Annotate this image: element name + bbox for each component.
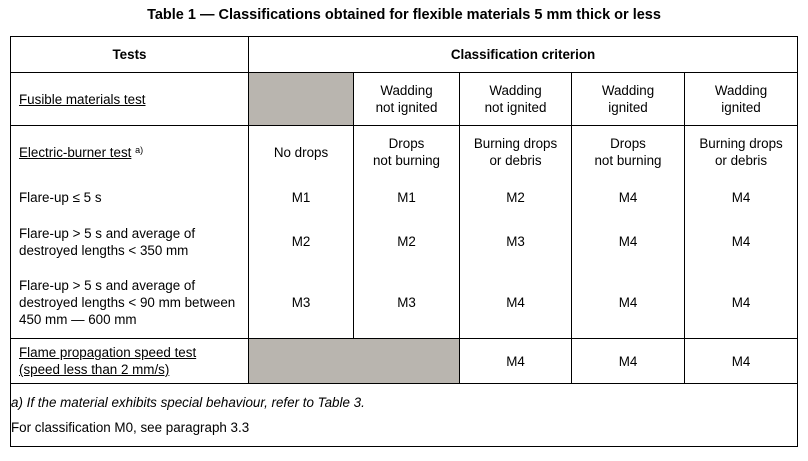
shaded-cell: [249, 339, 460, 384]
class-cell: M2: [460, 179, 572, 217]
class-cell: M4: [460, 339, 572, 384]
class-cell: M4: [572, 179, 685, 217]
fusible-cell: Wadding not ignited: [460, 73, 572, 126]
row-label: Flare-up > 5 s and average of destroyed lengths < 90 mm between 450 mm — 600 mm: [11, 267, 249, 339]
class-cell: M2: [249, 217, 354, 267]
class-cell: M2: [354, 217, 460, 267]
class-cell: M3: [460, 217, 572, 267]
footnote-a: a) If the material exhibits special behaviour, refer to Table 3.: [11, 395, 365, 410]
class-cell: M4: [572, 339, 685, 384]
class-cell: M4: [460, 267, 572, 339]
classification-table: [10, 36, 798, 447]
class-cell: M4: [685, 179, 798, 217]
electric-row: [11, 126, 798, 179]
flame-label: Flame propagation speed test (speed less than 2 mm/s): [11, 339, 249, 384]
fusible-row: [11, 73, 798, 126]
class-cell: M4: [685, 267, 798, 339]
shaded-cell: [249, 73, 354, 126]
fusible-cell: Wadding ignited: [685, 73, 798, 126]
class-cell: M4: [572, 217, 685, 267]
electric-cell: No drops: [249, 126, 354, 179]
fusible-cell: Wadding not ignited: [354, 73, 460, 126]
fusible-cell: Wadding ignited: [572, 73, 685, 126]
flame-row: [11, 339, 798, 384]
footnotes: [11, 384, 798, 447]
class-cell: M4: [572, 267, 685, 339]
table-row: [11, 179, 798, 217]
class-cell: M4: [685, 217, 798, 267]
electric-cell: Burning drops or debris: [460, 126, 572, 179]
tests-header: Tests: [11, 37, 249, 73]
electric-cell: Drops not burning: [572, 126, 685, 179]
footnote-row: [11, 384, 798, 447]
class-cell: M3: [354, 267, 460, 339]
electric-cell: Burning drops or debris: [685, 126, 798, 179]
table-title: Table 1 — Classifications obtained for flexible materials 5 mm thick or less: [147, 7, 661, 23]
row-label: Flare-up > 5 s and average of destroyed lengths < 350 mm: [11, 217, 249, 267]
footnote-m0: For classification M0, see paragraph 3.3: [11, 420, 250, 435]
class-cell: M1: [249, 179, 354, 217]
electric-cell: Drops not burning: [354, 126, 460, 179]
header-row: [11, 37, 798, 73]
electric-label: Electric-burner test $^{a)}$: [11, 126, 249, 179]
class-cell: M1: [354, 179, 460, 217]
table-row: [11, 267, 798, 339]
criterion-header: Classification criterion: [249, 37, 798, 73]
row-label: Flare-up ≤ 5 s: [11, 179, 249, 217]
fusible-label: Fusible materials test: [11, 73, 249, 126]
class-cell: M4: [685, 339, 798, 384]
note-mark: a): [135, 144, 144, 155]
class-cell: M3: [249, 267, 354, 339]
table-row: [11, 217, 798, 267]
